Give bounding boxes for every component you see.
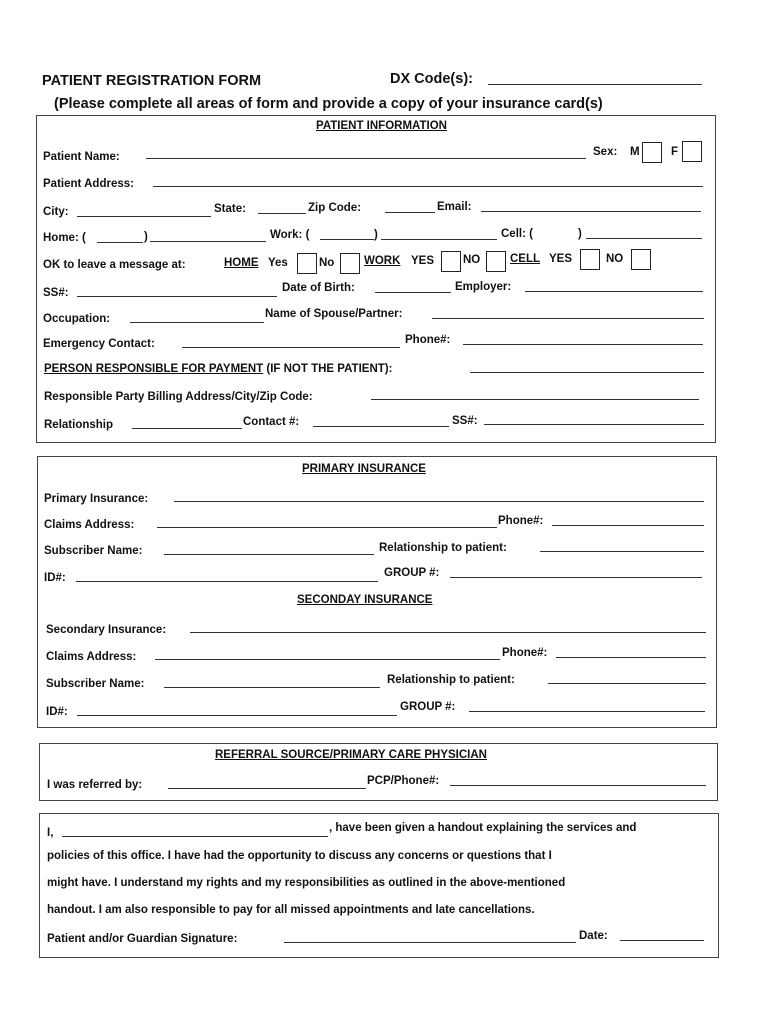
- zip-label: Zip Code:: [308, 202, 362, 214]
- work-option-label: WORK: [364, 255, 401, 267]
- date-field[interactable]: [620, 940, 704, 941]
- primary-insurance-heading: PRIMARY INSURANCE: [302, 463, 426, 475]
- secondary-phone-label: Phone#:: [502, 647, 548, 659]
- work-yes-label: YES: [411, 255, 435, 267]
- primary-claims-field[interactable]: [157, 527, 497, 528]
- responsible-party-note: (IF NOT THE PATIENT):: [263, 363, 393, 375]
- ok-message-label: OK to leave a message at:: [43, 259, 186, 271]
- home-yes-checkbox[interactable]: [297, 253, 317, 274]
- primary-claims-label: Claims Address:: [44, 519, 135, 531]
- primary-relationship-label: Relationship to patient:: [379, 542, 507, 554]
- cell-phone-field[interactable]: [586, 238, 702, 239]
- sex-m-checkbox[interactable]: [642, 142, 662, 163]
- pcp-phone-label: PCP/Phone#:: [367, 775, 440, 787]
- referred-by-field[interactable]: [168, 788, 366, 789]
- responsible-party-heading: PERSON RESPONSIBLE FOR PAYMENT: [44, 363, 264, 375]
- form-title: PATIENT REGISTRATION FORM: [42, 73, 262, 89]
- dx-code-label: DX Code(s):: [390, 71, 473, 87]
- ss-label: SS#:: [43, 287, 69, 299]
- home-no-label: No: [319, 257, 335, 269]
- patient-name-field[interactable]: [146, 158, 586, 159]
- consent-i: I,: [47, 827, 54, 839]
- home-area-code-field[interactable]: [97, 242, 143, 243]
- billing-address-label: Responsible Party Billing Address/City/Zip Code:: [44, 391, 313, 403]
- work-no-label: NO: [463, 254, 481, 266]
- primary-subscriber-label: Subscriber Name:: [44, 545, 143, 557]
- work-area-code-field[interactable]: [320, 239, 374, 240]
- secondary-relationship-label: Relationship to patient:: [387, 674, 515, 686]
- home-paren-close: ): [144, 231, 148, 243]
- ss-field[interactable]: [77, 296, 277, 297]
- patient-name-label: Patient Name:: [43, 151, 120, 163]
- date-label: Date:: [579, 930, 608, 942]
- sex-f-label: F: [671, 146, 679, 158]
- cell-no-label: NO: [606, 253, 624, 265]
- secondary-group-label: GROUP #:: [400, 701, 456, 713]
- cell-paren-close: ): [578, 228, 582, 240]
- relationship-field[interactable]: [132, 428, 242, 429]
- work-no-checkbox[interactable]: [486, 251, 506, 272]
- state-field[interactable]: [258, 213, 306, 214]
- secondary-relationship-field[interactable]: [548, 683, 706, 684]
- dx-code-field[interactable]: [488, 84, 702, 85]
- billing-address-field[interactable]: [371, 399, 699, 400]
- home-no-checkbox[interactable]: [340, 253, 360, 274]
- dob-field[interactable]: [375, 292, 451, 293]
- referred-by-label: I was referred by:: [47, 779, 143, 791]
- pcp-phone-field[interactable]: [450, 785, 706, 786]
- occupation-field[interactable]: [130, 322, 264, 323]
- consent-line-4: handout. I am also responsible to pay for all missed appointments and late cancellations.: [47, 904, 535, 916]
- secondary-group-field[interactable]: [469, 711, 705, 712]
- contact-label: Contact #:: [243, 416, 300, 428]
- responsible-party-label: [44, 363, 392, 375]
- email-field[interactable]: [481, 211, 701, 212]
- work-paren-close: ): [374, 229, 378, 241]
- email-label: Email:: [437, 201, 472, 213]
- patient-information-heading: PATIENT INFORMATION: [316, 120, 447, 132]
- spouse-label: Name of Spouse/Partner:: [265, 308, 403, 320]
- cell-phone-label: Cell: (: [501, 228, 533, 240]
- secondary-id-field[interactable]: [77, 715, 397, 716]
- emergency-phone-label: Phone#:: [405, 334, 451, 346]
- consent-line-2: policies of this office. I have had the opportunity to discuss any concerns or questions that I: [47, 850, 552, 862]
- responsible-ss-label: SS#:: [452, 415, 478, 427]
- spouse-field[interactable]: [432, 318, 704, 319]
- secondary-id-label: ID#:: [46, 706, 68, 718]
- instructions: (Please complete all areas of form and provide a copy of your insurance card(s): [54, 96, 603, 112]
- consent-name-field[interactable]: [62, 836, 328, 837]
- cell-yes-label: YES: [549, 253, 573, 265]
- employer-label: Employer:: [455, 281, 512, 293]
- referral-heading: REFERRAL SOURCE/PRIMARY CARE PHYSICIAN: [215, 749, 487, 761]
- work-yes-checkbox[interactable]: [441, 251, 461, 272]
- primary-group-field[interactable]: [450, 577, 702, 578]
- city-field[interactable]: [77, 216, 211, 217]
- secondary-insurance-heading: SECONDAY INSURANCE: [297, 594, 433, 606]
- primary-relationship-field[interactable]: [540, 551, 704, 552]
- occupation-label: Occupation:: [43, 313, 111, 325]
- home-option-label: HOME: [224, 257, 259, 269]
- patient-address-label: Patient Address:: [43, 178, 134, 190]
- sex-label: Sex:: [593, 146, 618, 158]
- secondary-phone-field[interactable]: [556, 657, 706, 658]
- state-label: State:: [214, 203, 246, 215]
- signature-field[interactable]: [284, 942, 576, 943]
- work-phone-label: Work: (: [270, 229, 310, 241]
- zip-field[interactable]: [385, 212, 435, 213]
- responsible-party-field[interactable]: [470, 372, 704, 373]
- primary-insurance-field[interactable]: [174, 501, 704, 502]
- primary-id-label: ID#:: [44, 572, 66, 584]
- signature-label: Patient and/or Guardian Signature:: [47, 933, 238, 945]
- home-phone-field[interactable]: [150, 241, 266, 242]
- primary-subscriber-field[interactable]: [164, 554, 374, 555]
- primary-phone-label: Phone#:: [498, 515, 544, 527]
- responsible-ss-field[interactable]: [484, 424, 704, 425]
- employer-field[interactable]: [525, 291, 703, 292]
- cell-no-checkbox[interactable]: [631, 249, 651, 270]
- dob-label: Date of Birth:: [282, 282, 355, 294]
- secondary-subscriber-field[interactable]: [164, 687, 380, 688]
- relationship-label: Relationship: [44, 419, 114, 431]
- secondary-claims-field[interactable]: [155, 659, 500, 660]
- city-label: City:: [43, 206, 69, 218]
- secondary-insurance-label: Secondary Insurance:: [46, 624, 167, 636]
- secondary-subscriber-label: Subscriber Name:: [46, 678, 145, 690]
- consent-line-3: might have. I understand my rights and my responsibilities as outlined in the above-mentioned: [47, 877, 566, 889]
- patient-address-field[interactable]: [153, 186, 703, 187]
- emergency-contact-label: Emergency Contact:: [43, 338, 155, 350]
- cell-yes-checkbox[interactable]: [580, 249, 600, 270]
- primary-insurance-label: Primary Insurance:: [44, 493, 149, 505]
- secondary-insurance-field[interactable]: [190, 632, 706, 633]
- work-phone-field[interactable]: [381, 239, 497, 240]
- primary-group-label: GROUP #:: [384, 567, 440, 579]
- emergency-contact-field[interactable]: [182, 347, 400, 348]
- home-yes-label: Yes: [268, 257, 288, 269]
- sex-f-checkbox[interactable]: [682, 141, 702, 162]
- consent-line-1: , have been given a handout explaining the services and: [329, 822, 637, 834]
- cell-option-label: CELL: [510, 253, 541, 265]
- sex-m-label: M: [630, 146, 640, 158]
- primary-id-field[interactable]: [76, 581, 378, 582]
- home-phone-label: Home: (: [43, 232, 86, 244]
- contact-field[interactable]: [313, 426, 449, 427]
- primary-phone-field[interactable]: [552, 525, 704, 526]
- emergency-phone-field[interactable]: [463, 344, 703, 345]
- secondary-claims-label: Claims Address:: [46, 651, 137, 663]
